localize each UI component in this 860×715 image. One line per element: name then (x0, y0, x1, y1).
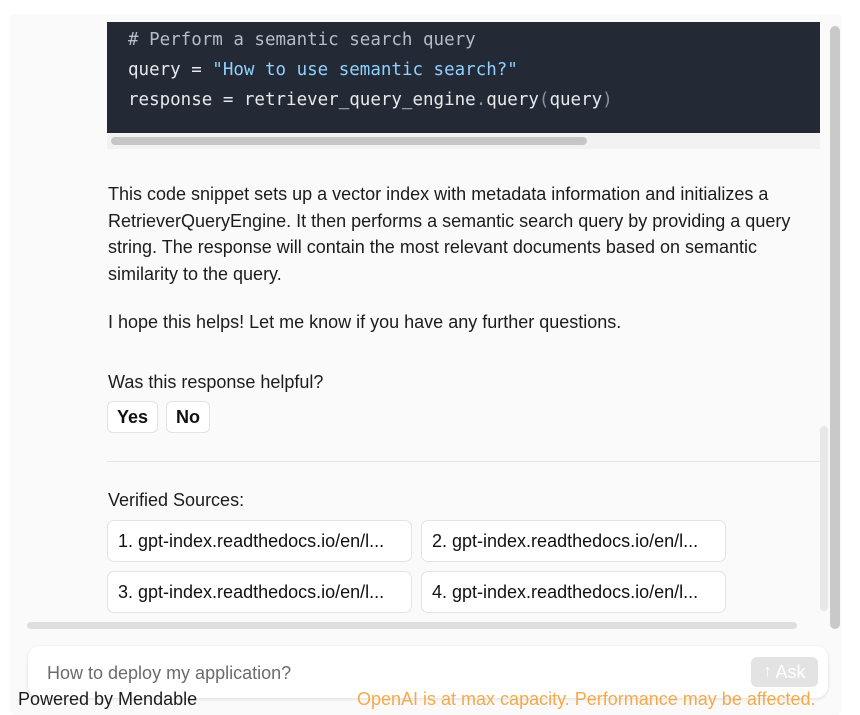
code-comment-line: # Perform a semantic search query (128, 30, 476, 50)
source-link-4[interactable]: 4. gpt-index.readthedocs.io/en/l... (421, 571, 726, 613)
question-input[interactable] (45, 659, 739, 687)
source-link-3[interactable]: 3. gpt-index.readthedocs.io/en/l... (107, 571, 412, 613)
code-paren-close: ) (602, 90, 613, 110)
ask-label: Ask (775, 661, 806, 682)
powered-by-link[interactable]: Powered by Mendable (18, 689, 198, 709)
source-link-1[interactable]: 1. gpt-index.readthedocs.io/en/l... (107, 520, 412, 562)
code-horizontal-scrollbar[interactable] (107, 133, 820, 149)
chat-horizontal-scrollbar[interactable] (27, 622, 797, 629)
arrow-up-icon: ↑ (763, 663, 772, 680)
code-line-query (128, 60, 518, 80)
code-paren-open: ( (538, 90, 550, 110)
divider (107, 461, 820, 462)
feedback-no-button[interactable]: No (166, 401, 210, 433)
code-block (107, 22, 820, 133)
code-method: query (486, 90, 539, 110)
verified-sources-heading: Verified Sources: (108, 490, 245, 510)
code-arg: query (549, 90, 603, 110)
code-query-string: "How to use semantic search?" (212, 60, 518, 80)
chat-messages[interactable] (10, 14, 828, 629)
chat-panel (10, 14, 842, 715)
source-link-2[interactable]: 2. gpt-index.readthedocs.io/en/l... (421, 520, 726, 562)
answer-closing: I hope this helps! Let me know if you have any further questions. (108, 312, 622, 332)
inner-vertical-scrollbar[interactable] (820, 426, 828, 611)
ask-button[interactable] (751, 657, 818, 687)
code-dot: . (475, 90, 487, 110)
feedback-question: Was this response helpful? (108, 372, 324, 392)
code-line-response (128, 90, 613, 110)
feedback-yes-button[interactable]: Yes (107, 401, 158, 433)
code-response-prefix: response = retriever_query_engine (128, 90, 476, 110)
code-query-var: query = (128, 60, 213, 80)
code-scrollbar-thumb[interactable] (111, 137, 587, 145)
capacity-warning: OpenAI is at max capacity. Performance may be affected. (357, 689, 816, 709)
answer-paragraph: This code snippet sets up a vector index with metadata information and initializes a RetrieverQueryEngine. It then performs a semantic search query by providing a query string. The response will contain the most relevant documents based on semantic similarity to the query. (108, 184, 791, 284)
chat-vertical-scrollbar[interactable] (830, 26, 840, 629)
